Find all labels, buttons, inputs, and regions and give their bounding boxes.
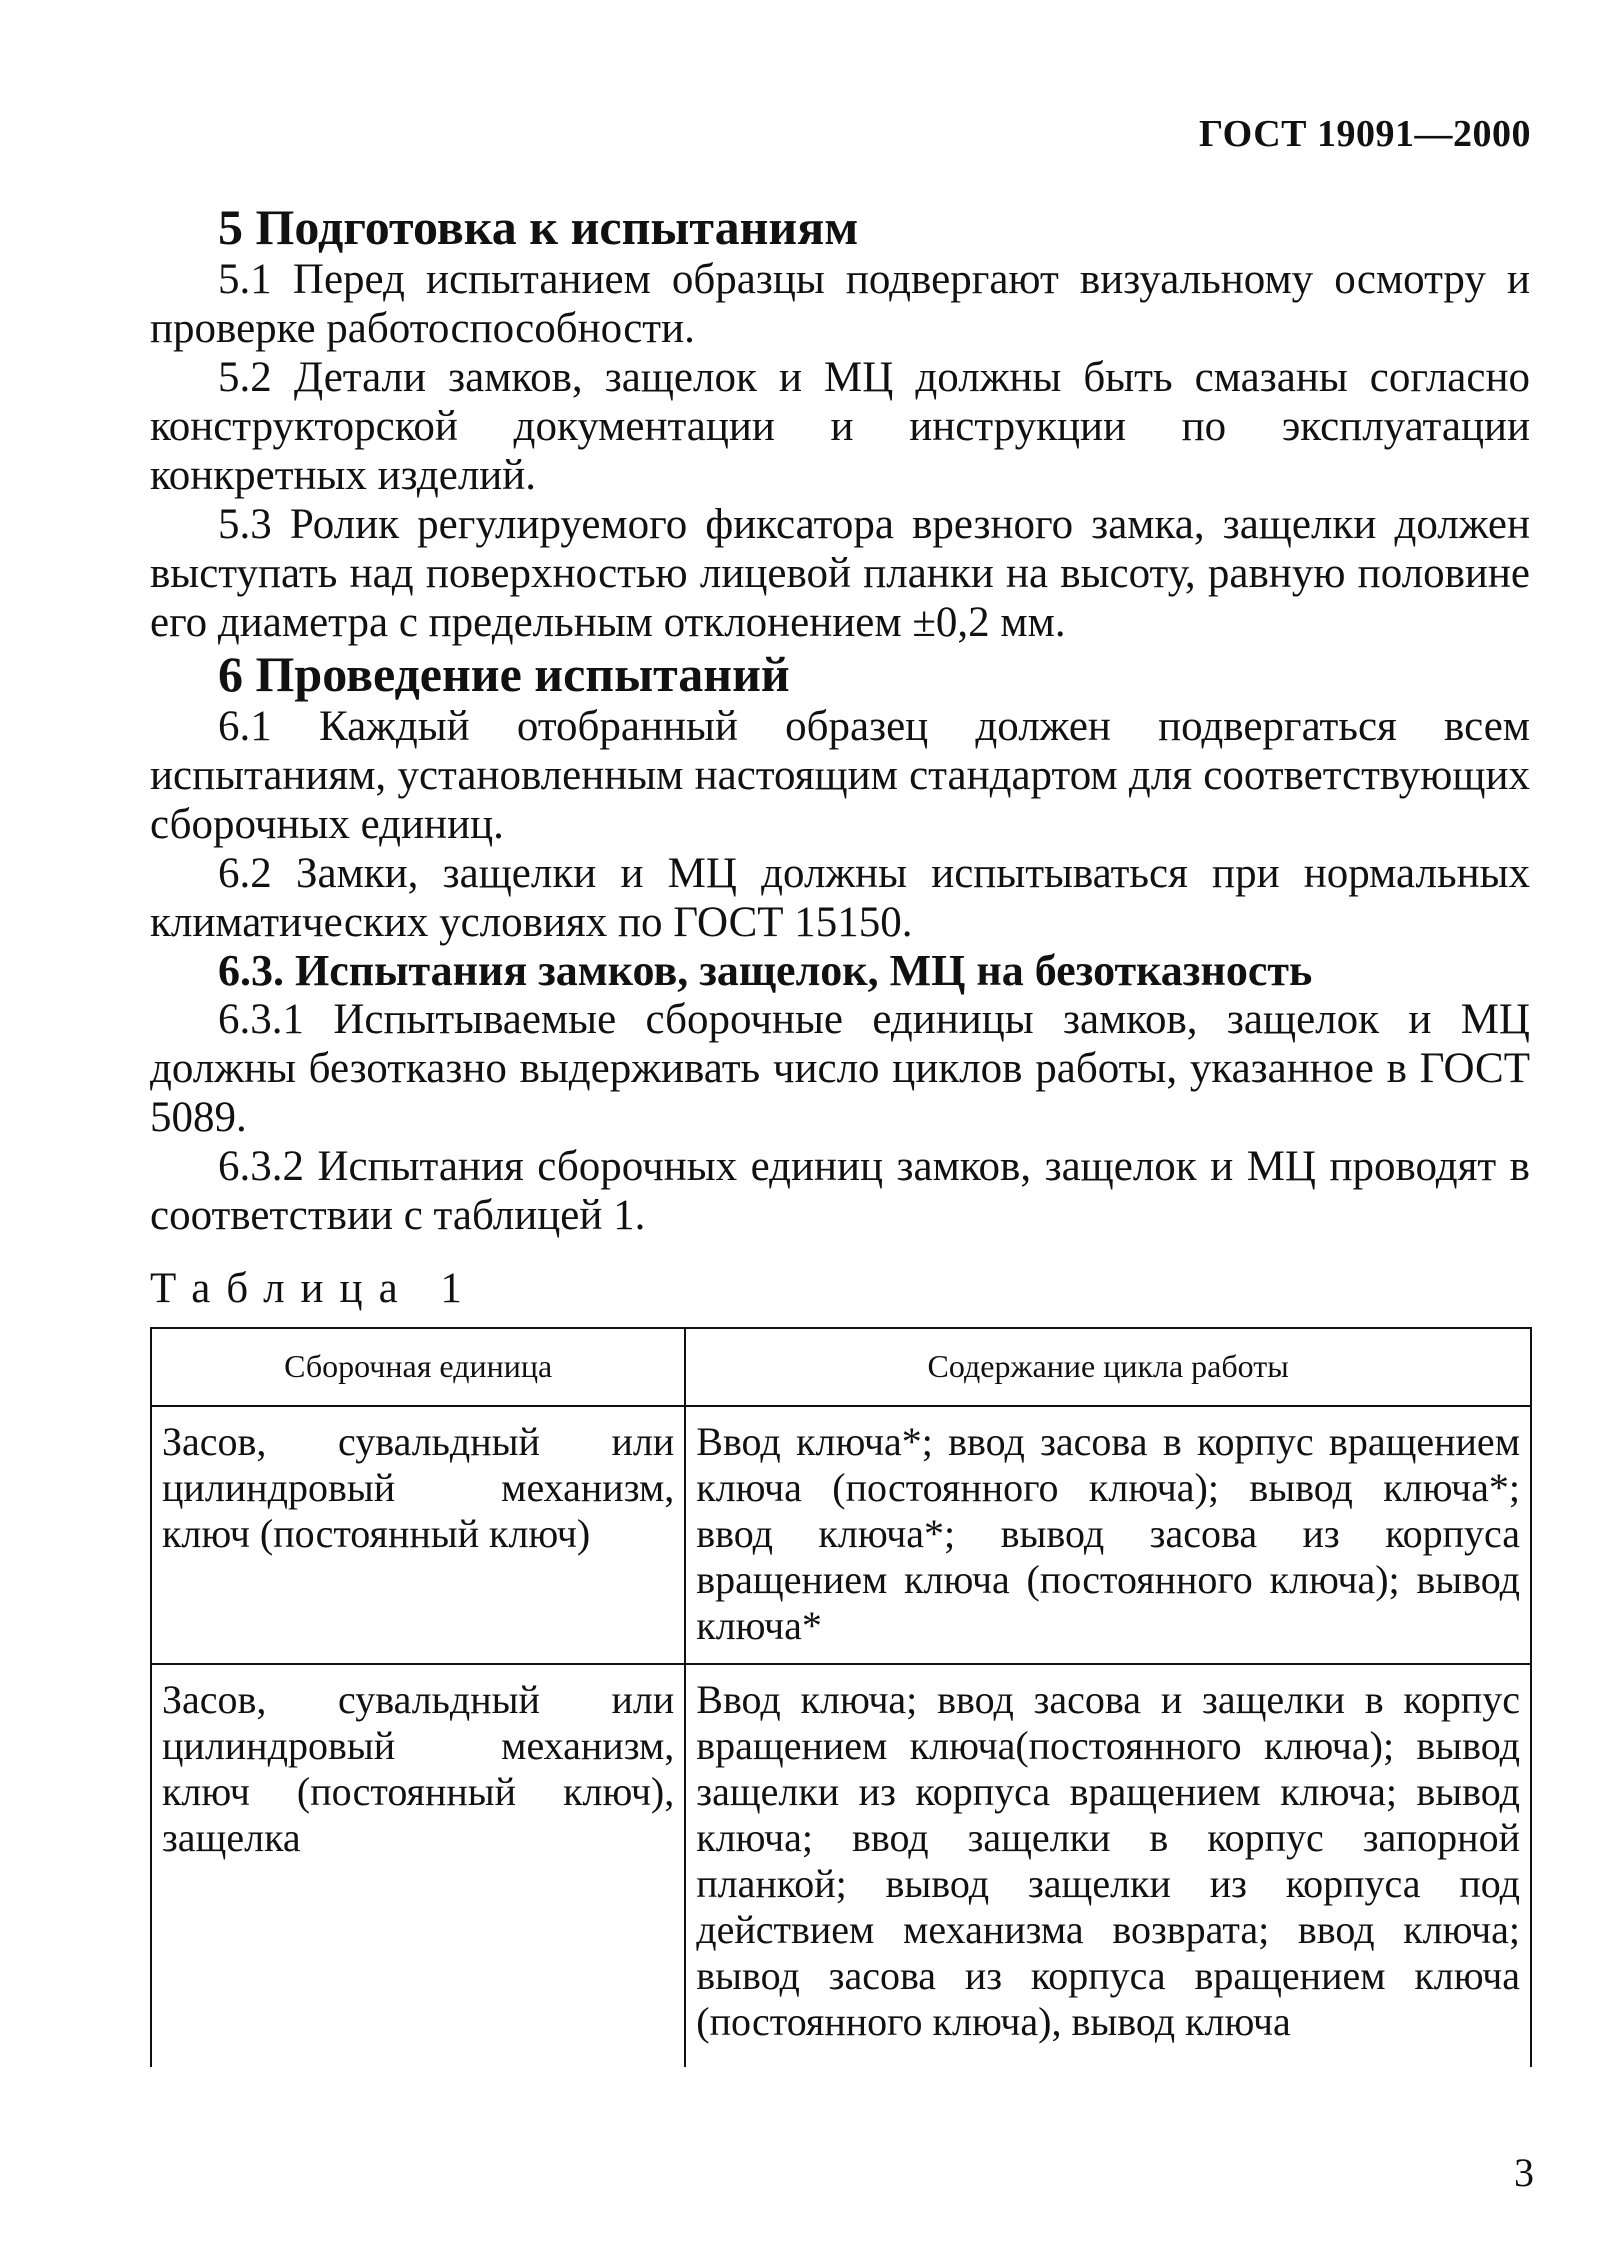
table-caption: Таблица 1 xyxy=(150,1265,478,1313)
table-cell-work-cycle: Ввод ключа*; ввод засова в корпус вращением ключа (постоянного ключа); вывод ключа*; ввод ключа*; вывод засова из корпуса вращением ключа (постоянного ключа); вывод ключа* xyxy=(685,1406,1531,1664)
table-header-cell: Сборочная единица xyxy=(151,1328,685,1406)
table-header-cell: Содержание цикла работы xyxy=(685,1328,1531,1406)
table-cell-work-cycle: Ввод ключа; ввод засова и защелки в корпус вращением ключа(постоянного ключа); вывод защелки из корпуса вращением ключа; вывод ключа; ввод защелки в корпус запорной планкой; вывод защелки из корпуса под действием механизма возврата; ввод ключа; вывод засова из корпуса вращением ключа (постоянного ключа), вывод ключа xyxy=(685,1664,1531,2067)
section-6-3-title: 6.3. Испытания замков, защелок, МЦ на безотказность xyxy=(218,946,1313,995)
table-header-row xyxy=(151,1328,1531,1406)
section-5-title: 5 Подготовка к испытаниям xyxy=(218,199,859,255)
section-6-title: 6 Проведение испытаний xyxy=(218,646,790,702)
table-row xyxy=(151,1664,1531,2067)
table-cell-assembly-unit: Засов, сувальдный или цилиндровый механизм, ключ (постоянный ключ) xyxy=(151,1406,685,1664)
page-content xyxy=(150,200,1530,2067)
paragraph-6-3-2: 6.3.2 Испытания сборочных единиц замков, защелок и МЦ проводят в соответствии с таблицей 1. xyxy=(150,1143,1530,1240)
table-1 xyxy=(150,1327,1532,2067)
paragraph-6-3-1: 6.3.1 Испытываемые сборочные единицы замков, защелок и МЦ должны безотказно выдерживать число циклов работы, указанное в ГОСТ 5089. xyxy=(150,996,1530,1142)
paragraph-6-1: 6.1 Каждый отобранный образец должен подвергаться всем испытаниям, установленным настоящим стандартом для соответствующих сборочных единиц. xyxy=(150,703,1530,848)
paragraph-6-2: 6.2 Замки, защелки и МЦ должны испытываться при нормальных климатических условиях по ГОСТ 15150. xyxy=(150,850,1530,946)
document-code: ГОСТ 19091—2000 xyxy=(1198,113,1531,155)
paragraph-5-2: 5.2 Детали замков, защелок и МЦ должны быть смазаны согласно конструкторской документации и инструкции по эксплуатации конкретных изделий. xyxy=(150,354,1530,499)
page-number: 3 xyxy=(1514,2150,1534,2195)
paragraph-5-3: 5.3 Ролик регулируемого фиксатора врезного замка, защелки должен выступать над поверхностью лицевой планки на высоту, равную половине его диаметра с предельным отклонением ±0,2 мм. xyxy=(150,501,1530,646)
table-cell-assembly-unit: Засов, сувальдный или цилиндровый механизм, ключ (постоянный ключ), защелка xyxy=(151,1664,685,2067)
paragraph-5-1: 5.1 Перед испытанием образцы подвергают визуальному осмотру и проверке работоспособности. xyxy=(150,256,1530,352)
table-row xyxy=(151,1406,1531,1664)
